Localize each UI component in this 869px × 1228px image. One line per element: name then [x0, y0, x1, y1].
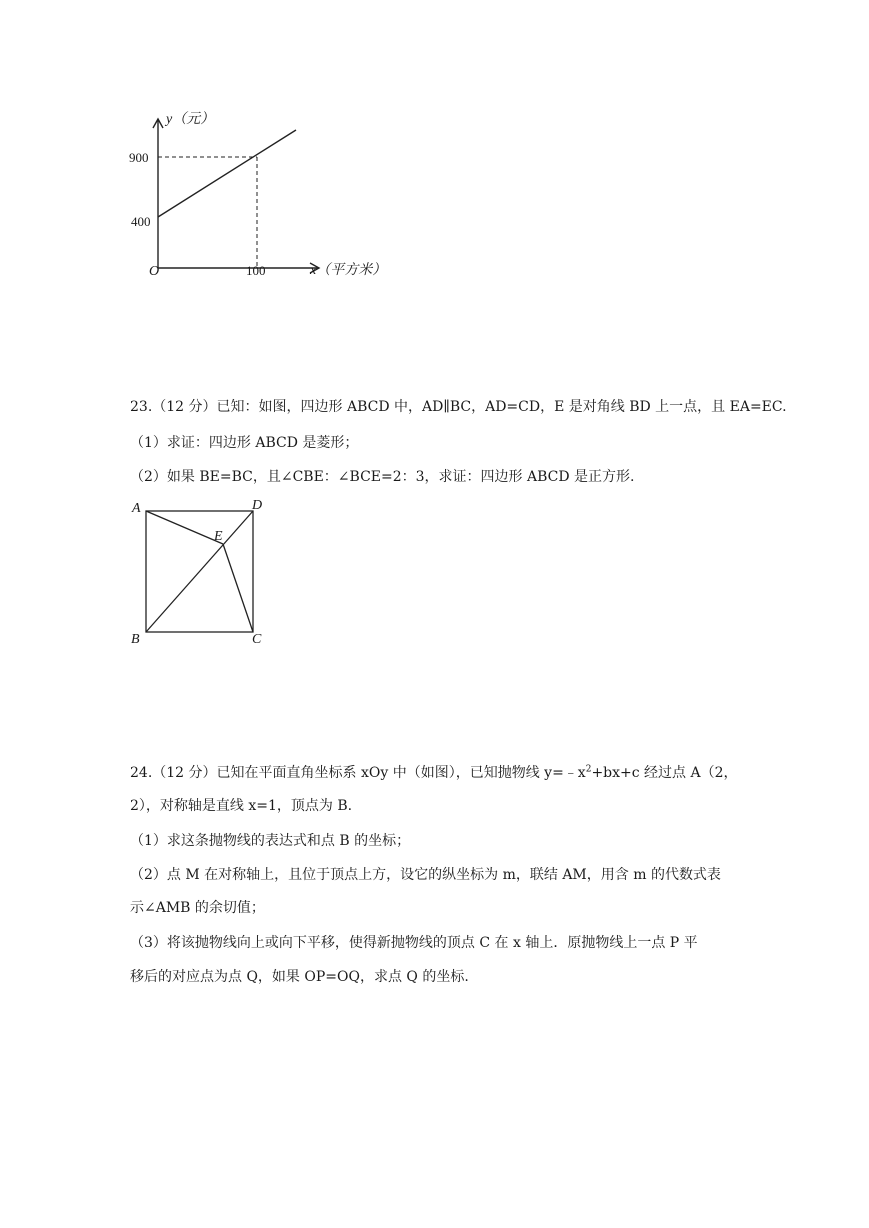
segment-ae	[146, 511, 223, 544]
point-e-label: E	[214, 529, 223, 544]
point-c-label: C	[252, 632, 262, 647]
q24-stem-line1	[130, 763, 738, 783]
q24-part2-line2: 示∠AMB 的余切值；	[130, 900, 265, 916]
square-figure	[125, 495, 275, 650]
x-tick-100: 100	[246, 263, 266, 278]
segment-ec	[223, 544, 253, 632]
point-d-label: D	[252, 498, 263, 513]
origin-label: O	[149, 264, 160, 279]
q24-stem-exponent: 2	[585, 764, 592, 775]
q23-stem: 23.（12 分）已知：如图，四边形 ABCD 中，AD∥BC，AD=CD，E 是对角线 BD 上一点，且 EA=EC.	[130, 399, 787, 415]
q24-part2-line1: （2）点 M 在对称轴上，且位于顶点上方，设它的纵坐标为 m，联结 AM，用含 m 的代数式表	[130, 867, 721, 883]
cost-line	[158, 130, 296, 217]
diagonal-bd	[146, 511, 253, 632]
q24-part3-line1: （3）将该抛物线向上或向下平移，使得新抛物线的顶点 C 在 x 轴上．原抛物线上一点 P 平	[130, 935, 698, 951]
q24-stem-line2: 2），对称轴是直线 x=1，顶点为 B.	[130, 798, 353, 814]
y-axis-label: y（元）	[166, 112, 215, 127]
point-b-label: B	[131, 632, 140, 647]
q24-stem-a: 24.（12 分）已知在平面直角坐标系 xOy 中（如图），已知抛物线 y=﹣x	[130, 765, 586, 781]
q24-part3-line2: 移后的对应点为点 Q，如果 OP=OQ，求点 Q 的坐标.	[130, 969, 469, 985]
cost-graph	[120, 105, 420, 285]
q24-stem-b: +bx+c 经过点 A（2，	[591, 765, 738, 781]
y-tick-400: 400	[131, 214, 151, 229]
q23-part2: （2）如果 BE=BC，且∠CBE：∠BCE=2：3，求证：四边形 ABCD 是正方形.	[130, 469, 635, 485]
q23-part1: （1）求证：四边形 ABCD 是菱形；	[130, 435, 359, 451]
point-a-label: A	[132, 501, 141, 516]
x-axis-label: x（平方米）	[310, 263, 387, 278]
y-tick-900: 900	[129, 150, 149, 165]
q24-part1: （1）求这条抛物线的表达式和点 B 的坐标；	[130, 833, 411, 849]
